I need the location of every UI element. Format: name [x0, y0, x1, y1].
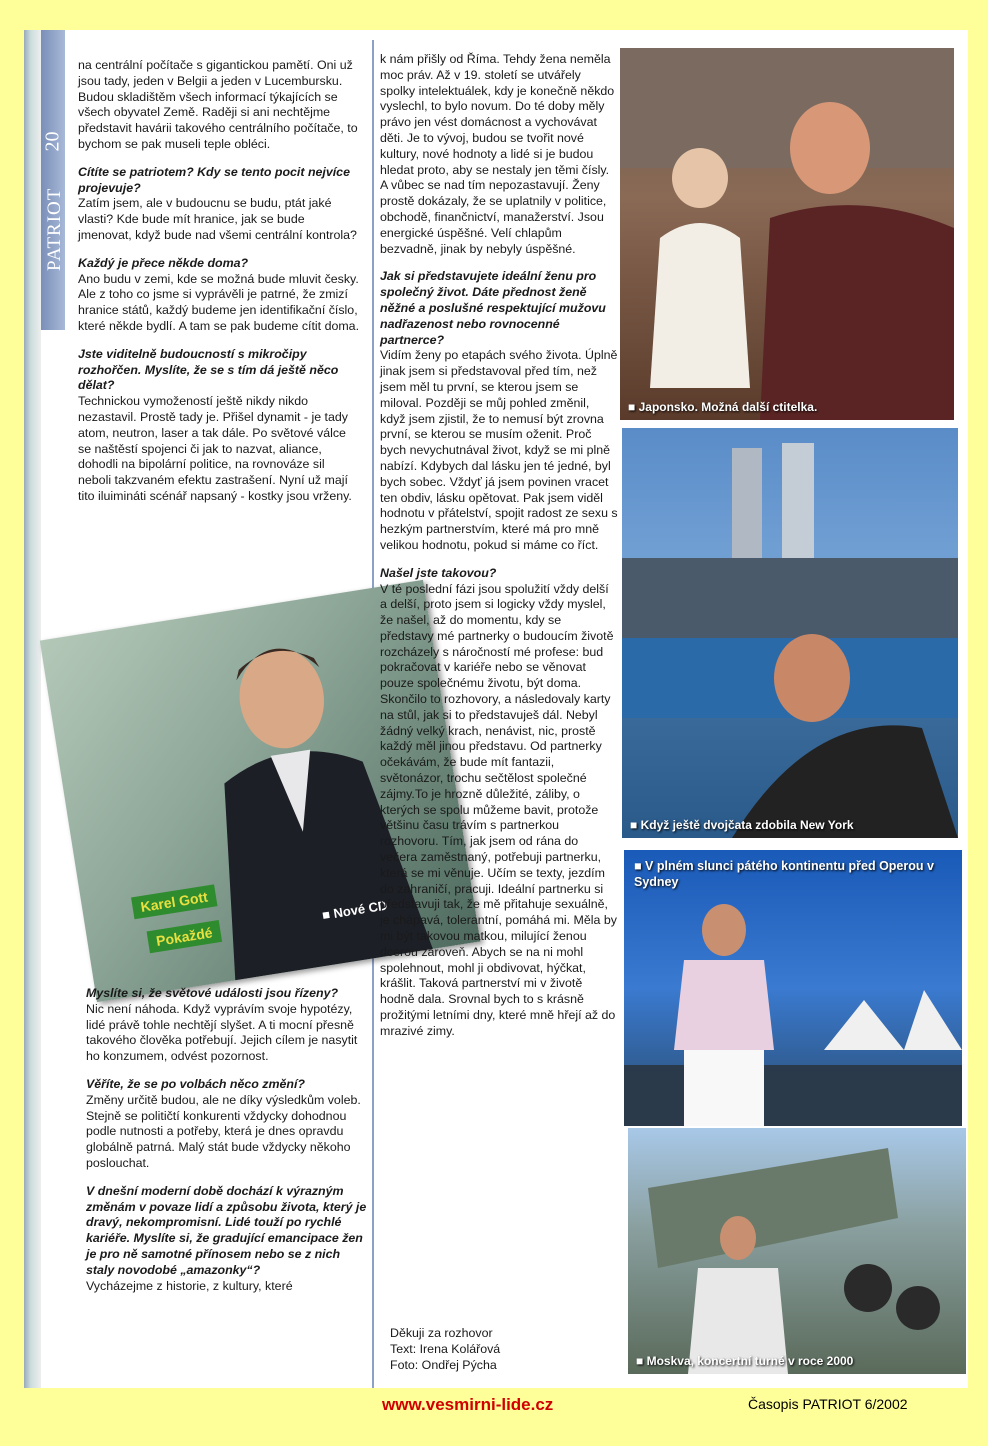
- sidebar-band: [41, 30, 65, 330]
- photo-ny-art: [622, 428, 958, 838]
- interview-answer: Změny určitě budou, ale ne díky výsledkům voleb. Stejně se političtí konkurenti vždycky dohodnou podle nutnosti a potřeby, která je dnes opravdu globálně patrná. Malý stát bude vždycky někoho poslouchat.: [86, 1092, 361, 1170]
- photo-sydney: [624, 850, 962, 1126]
- page-number: 20: [41, 131, 64, 152]
- credits-foto: Foto: Ondřej Pýcha: [390, 1357, 497, 1372]
- interview-question: Našel jste takovou?: [380, 565, 497, 580]
- cd-label-text: Nové CD: [332, 897, 389, 921]
- interview-answer: Ano budu v zemi, kde se možná bude mluvit česky. Ale z toho co jsme si vyprávěli je patrné, že zmizí hranice států, každý budeme jen identifikační číslo, které někde bydlí. A tam se pak budeme cítit doma.: [78, 271, 360, 333]
- caption-sydney: ■ V plném slunci pátého kontinentu před Operou v Sydney: [634, 859, 934, 889]
- photo-japan-art: [620, 48, 954, 420]
- article-column-1-bottom: [86, 986, 368, 1294]
- photo-japan: [620, 48, 954, 420]
- interview-question: Cítíte se patriotem? Kdy se tento pocit nejvíce projevuje?: [78, 164, 350, 195]
- cd-album: Pokaždé: [147, 920, 222, 953]
- interview-question: Jak si představujete ideální ženu pro společný život. Dáte přednost ženě něžné a poslušné respektující mužovu nadřazenost nebo rovnocenné partnerce?: [380, 269, 606, 347]
- caption-sydney-text: V plném slunci pátého kontinentu před Operou v Sydney: [634, 859, 934, 889]
- credits-thanks: Děkuji za rozhovor: [390, 1326, 493, 1340]
- interview-question: Věříte, že se po volbách něco změní?: [86, 1076, 305, 1091]
- interview-answer: k nám přišly od Říma. Tehdy žena neměla moc práv. Až v 19. století se utvářely spolky intelektuálek, kdy je konečně někdo vyslechl, to bylo novum. Do té doby měly právo jen vést domácnost a vychovávat děti. Je to vývoj, budou se tvořit nové kultury, nové hodnoty a lidé si je budou hledat proto, aby se nestaly jen těmi čísly. A vůbec se nad tím nepozastavují. Ženy prostě dokázaly, že se uplatnily v politice, obchodě, finančnictví, manažerství. Jsou energické úspěšné. Velí chlapům bezvadně, jinak by nebyly úspěšné.: [380, 52, 615, 256]
- photo-moscow-art: [628, 1128, 966, 1374]
- interview-answer: na centrální počítače s gigantickou pamětí. Oni už jsou tady, jeden v Belgii a jeden v Lucembursku. Budou skladištěm všech informací týkajících se všech obyvatel Země. Raději si ani nechtějme představit havárii takového centrálního počítače, to bychom se pak museli teple obléci.: [78, 58, 358, 151]
- interview-answer: Vidím ženy po etapách svého života. Úplně jinak jsem si představoval před tím, než jsem měl tu první, se kterou jsem se miloval. Později se můj pohled změnil, když jsem zjistil, že to nemusí být zrovna první, se kterou se musím oženit. Proč bych nevychutnával život, když se mi plně nabízí. Kdybych dal lásku jen té jedné, byl bych sobec. Vždyť já jsem povinen vracet ten obdiv, lásku opětovat. Pak jsem viděl hodnotu v přátelství, spojit radost ze sexu s hezkým partnerstvím, které má pro mně velikou hodnotu, pokud si máme co říct.: [380, 348, 618, 552]
- page-spine: [24, 30, 41, 1388]
- interview-answer: Technickou vymožeností ještě nikdy nikdo nezastavil. Prostě tady je. Přišel dynamit - je tady atom, neutron, laser a tak dále. Po světové válce se naštěstí spojenci či jak to nazvat, aliance, dohodli na bipolární politice, na rovnováze sil neboli takzvaném efektu zastrašení. Nyní už mají tito iluimináti scénář napsaný - kostky jsou vrženy.: [78, 394, 352, 503]
- interview-answer: Zatím jsem, ale v budoucnu se budu, ptát jaké vlasti? Kde bude mít hranice, jak se bude jmenovat, když bude nad všemi centrální kontrola?: [78, 196, 357, 242]
- caption-moscow: ■ Moskva, koncertní turné v roce 2000: [636, 1354, 853, 1368]
- magazine-name: PATRIOT: [44, 187, 65, 271]
- credits: [390, 1326, 610, 1373]
- photo-new-york: [622, 428, 958, 838]
- interview-question: V dnešní moderní době dochází k výrazným změnám v povaze lidí a způsobu života, který je dravý, nekompromisní. Lidé touží po rychlé kariéře. Myslíte si, že gradující emancipace žen je pro ně samotné přínosem nebo se z nich staly novodobé „amazonky“?: [86, 1183, 367, 1277]
- caption-new-york: ■ Když ještě dvojčata zdobila New York: [630, 818, 854, 832]
- photo-moscow: [628, 1128, 966, 1374]
- interview-answer: V té poslední fázi jsou spolužití vždy delší a delší, proto jsem si logicky vždy myslel, že našel, až do momentu, kdy se představy mé partnerky o budoucím životě rozcházely s náročností mé profese: bud pokračovat v kariéře nebo se věnovat pouze společnému životu, být doma. Skončilo to rozhovory, a následovaly karty na stůl, jak si to představuješ dál. Nebyl žádný velký krach, nenávist, nic, prostě každý měl jinou představu. Od partnerky očekávám, že bude mít fantazii, světonázor, trochu sečtělost společné zájmy.To je hrozně důležité, záliby, o kterých se spolu můžeme bavit, protože většinu času trávím s partnerkou rozhovoru. Tím, jak jsem od rána do večera zaměstnaný, potřebuji partnerku, která se mi věnuje. Učím se texty, jezdím do zahraničí, pracuji. Ideální partnerku si představuji tak, že mě přitahuje sexuálně, je chápavá, tolerantní, pomáhá mi. Měla by mi být takovou matkou, milující ženou dcerou zároveň. Abych se na ni mohl spolehnout, mohl ji obdivovat, hýčkat, krášlit. Taková partnerství mi v životě hodně dala. Srovnal bych to s krásně prožitými letními dny, které mně hřejí až do mrazivé zimy.: [380, 581, 617, 1038]
- website-link[interactable]: www.vesmirni-lide.cz: [382, 1395, 554, 1414]
- article-column-2: [380, 52, 618, 1040]
- photo-sydney-art: [624, 850, 962, 1126]
- article-column-1: [78, 58, 360, 505]
- cd-artist: Karel Gott: [131, 884, 217, 919]
- magazine-page: [24, 30, 968, 1388]
- caption-japan: ■ Japonsko. Možná další ctitelka.: [628, 400, 817, 414]
- interview-question: Jste viditelně budoucností s mikročipy rozhořčen. Myslíte, že se s tím dá ještě něco dělat?: [78, 346, 339, 393]
- cd-label: ■ Nové CD: [321, 897, 389, 923]
- credits-text: Text: Irena Kolářová: [390, 1341, 501, 1356]
- interview-answer: Nic není náhoda. Když vyprávím svoje hypotézy, lidé právě tohle nechtějí slyšet. A ti mocní přesně takového člověka potřebují. Jejich cílem je nasytit ho konzumem, odvést pozornost.: [86, 1001, 358, 1064]
- interview-question: Myslíte si, že světové události jsou řízeny?: [86, 986, 339, 1000]
- interview-question: Každý je přece někde doma?: [78, 255, 249, 270]
- magazine-issue: Časopis PATRIOT 6/2002: [748, 1396, 908, 1412]
- interview-answer: Vycházejme z historie, z kultury, které: [86, 1278, 293, 1293]
